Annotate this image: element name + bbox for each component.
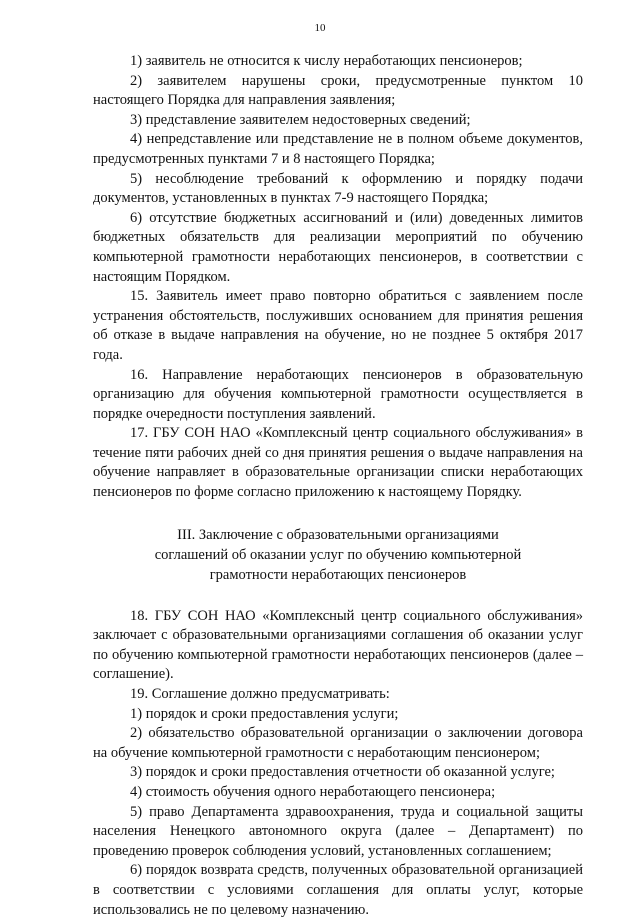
document-body — [93, 52, 583, 920]
paragraph: 4) непредставление или представление не в полном объеме документов, предусмотренных пунктами 7 и 8 настоящего Порядка; — [93, 131, 583, 167]
paragraph: 3) представление заявителем недостоверных сведений; — [130, 111, 471, 128]
section-heading-line: соглашений об оказании услуг по обучению компьютерной — [154, 546, 522, 563]
paragraph: 6) порядок возврата средств, полученных образовательной организацией в соответствии с условиями соглашения для оплаты услуг, которые использовались не по целевому назначению. — [93, 862, 583, 918]
paragraph: 5) право Департамента здравоохранения, труда и социальной защиты населения Ненецкого автономного округа (далее – Департамент) по проведению проверок соблюдения условий, установленных соглашением; — [93, 803, 583, 859]
paragraph: 17. ГБУ СОН НАО «Комплексный центр социального обслуживания» в течение пяти рабочих дней со дня принятия решения о выдаче направления на обучение направляет в образовательные организации списки неработающих пенсионеров по форме согласно приложению к настоящему Порядку. — [93, 425, 583, 501]
paragraph: 16. Направление неработающих пенсионеров в образовательную организацию для обучения компьютерной грамотности осуществляется в порядке очередности поступления заявлений. — [93, 366, 583, 422]
paragraph: 6) отсутствие бюджетных ассигнований и (или) доведенных лимитов бюджетных обязательств для реализации мероприятий по обучению компьютерной грамотности неработающих пенсионеров, в соответствии с настоящим Порядком. — [93, 209, 583, 285]
paragraph: 19. Соглашение должно предусматривать: — [130, 686, 390, 703]
paragraph: 4) стоимость обучения одного неработающего пенсионера; — [130, 784, 496, 800]
section-heading-line: грамотности неработающих пенсионеров — [209, 566, 467, 583]
paragraph: 18. ГБУ СОН НАО «Комплексный центр социального обслуживания» заключает с образовательными организациями соглашения об оказании услуг по обучению компьютерной грамотности неработающих пенсионеров (далее – соглашение). — [93, 607, 583, 683]
section-heading — [93, 525, 583, 585]
paragraph: 3) порядок и сроки предоставления отчетности об оказанной услуге; — [130, 764, 555, 781]
paragraph: 1) порядок и сроки предоставления услуги; — [130, 705, 399, 722]
paragraph: 2) обязательство образовательной организации о заключении договора на обучение компьютерной грамотности с неработающим пенсионером; — [93, 725, 583, 761]
section-heading-line: III. Заключение с образовательными организациями — [177, 526, 499, 543]
paragraph: 1) заявитель не относится к числу неработающих пенсионеров; — [130, 53, 523, 69]
page-number: 10 — [314, 22, 326, 34]
paragraph: 15. Заявитель имеет право повторно обратиться с заявлением после устранения обстоятельств, послуживших основанием для принятия решения об отказе в выдаче направления на обучение, но не позднее 5 октября 2017 года. — [93, 288, 583, 363]
paragraph: 2) заявителем нарушены сроки, предусмотренные пунктом 10 настоящего Порядка для направления заявления; — [93, 72, 583, 109]
paragraph: 5) несоблюдение требований к оформлению и порядку подачи документов, установленных в пунктах 7-9 настоящего Порядка; — [93, 170, 583, 207]
